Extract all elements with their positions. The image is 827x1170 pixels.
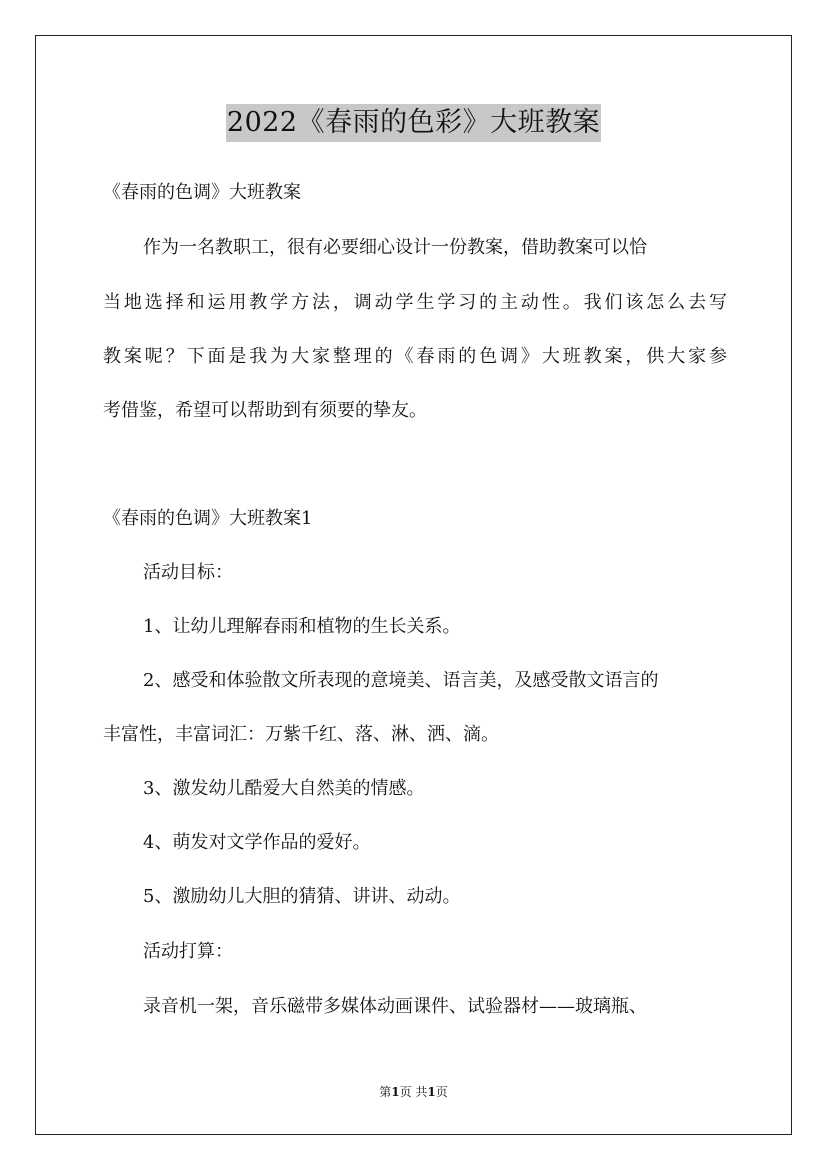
intro-line-2: 当地选择和运用教学方法，调动学生学习的主动性。我们该怎么去写 (103, 292, 727, 313)
footer-total-pages: 1 (427, 1085, 436, 1099)
goal-item-1: 1、让幼儿理解春雨和植物的生长关系。 (143, 616, 461, 637)
goal-item-2: 2、感受和体验散文所表现的意境美、语言美，及感受散文语言的 (143, 670, 659, 691)
prep-line: 录音机一架，音乐磁带多媒体动画课件、试验器材——玻璃瓶、 (143, 996, 647, 1017)
footer-suffix: 页 (435, 1085, 448, 1099)
goal-item-5: 5、激励幼儿大胆的猜猜、讲讲、动动。 (143, 886, 461, 907)
goal-item-3: 3、激发幼儿酷爱大自然美的情感。 (143, 778, 425, 799)
section-heading: 《春雨的色调》大班教案1 (103, 508, 313, 529)
title-container (0, 104, 827, 142)
prep-heading: 活动打算： (143, 941, 233, 962)
intro-line-4: 考借鉴，希望可以帮助到有须要的挚友。 (103, 400, 427, 421)
intro-line-3: 教案呢？下面是我为大家整理的《春雨的色调》大班教案，供大家参 (103, 346, 727, 367)
goal-item-2-continued: 丰富性，丰富词汇：万紫千红、落、淋、洒、滴。 (103, 724, 499, 745)
goal-item-4: 4、萌发对文学作品的爱好。 (143, 832, 371, 853)
intro-line-1: 作为一名教职工，很有必要细心设计一份教案，借助教案可以恰 (143, 237, 647, 258)
footer-page-number: 1 (391, 1085, 400, 1099)
document-title: 2022《春雨的色彩》大班教案 (226, 104, 601, 142)
goals-heading: 活动目标： (143, 562, 233, 583)
page-footer (0, 1084, 827, 1100)
document-subtitle: 《春雨的色调》大班教案 (103, 182, 301, 203)
footer-prefix: 第 (379, 1085, 392, 1099)
footer-mid: 页 共 (399, 1085, 428, 1099)
